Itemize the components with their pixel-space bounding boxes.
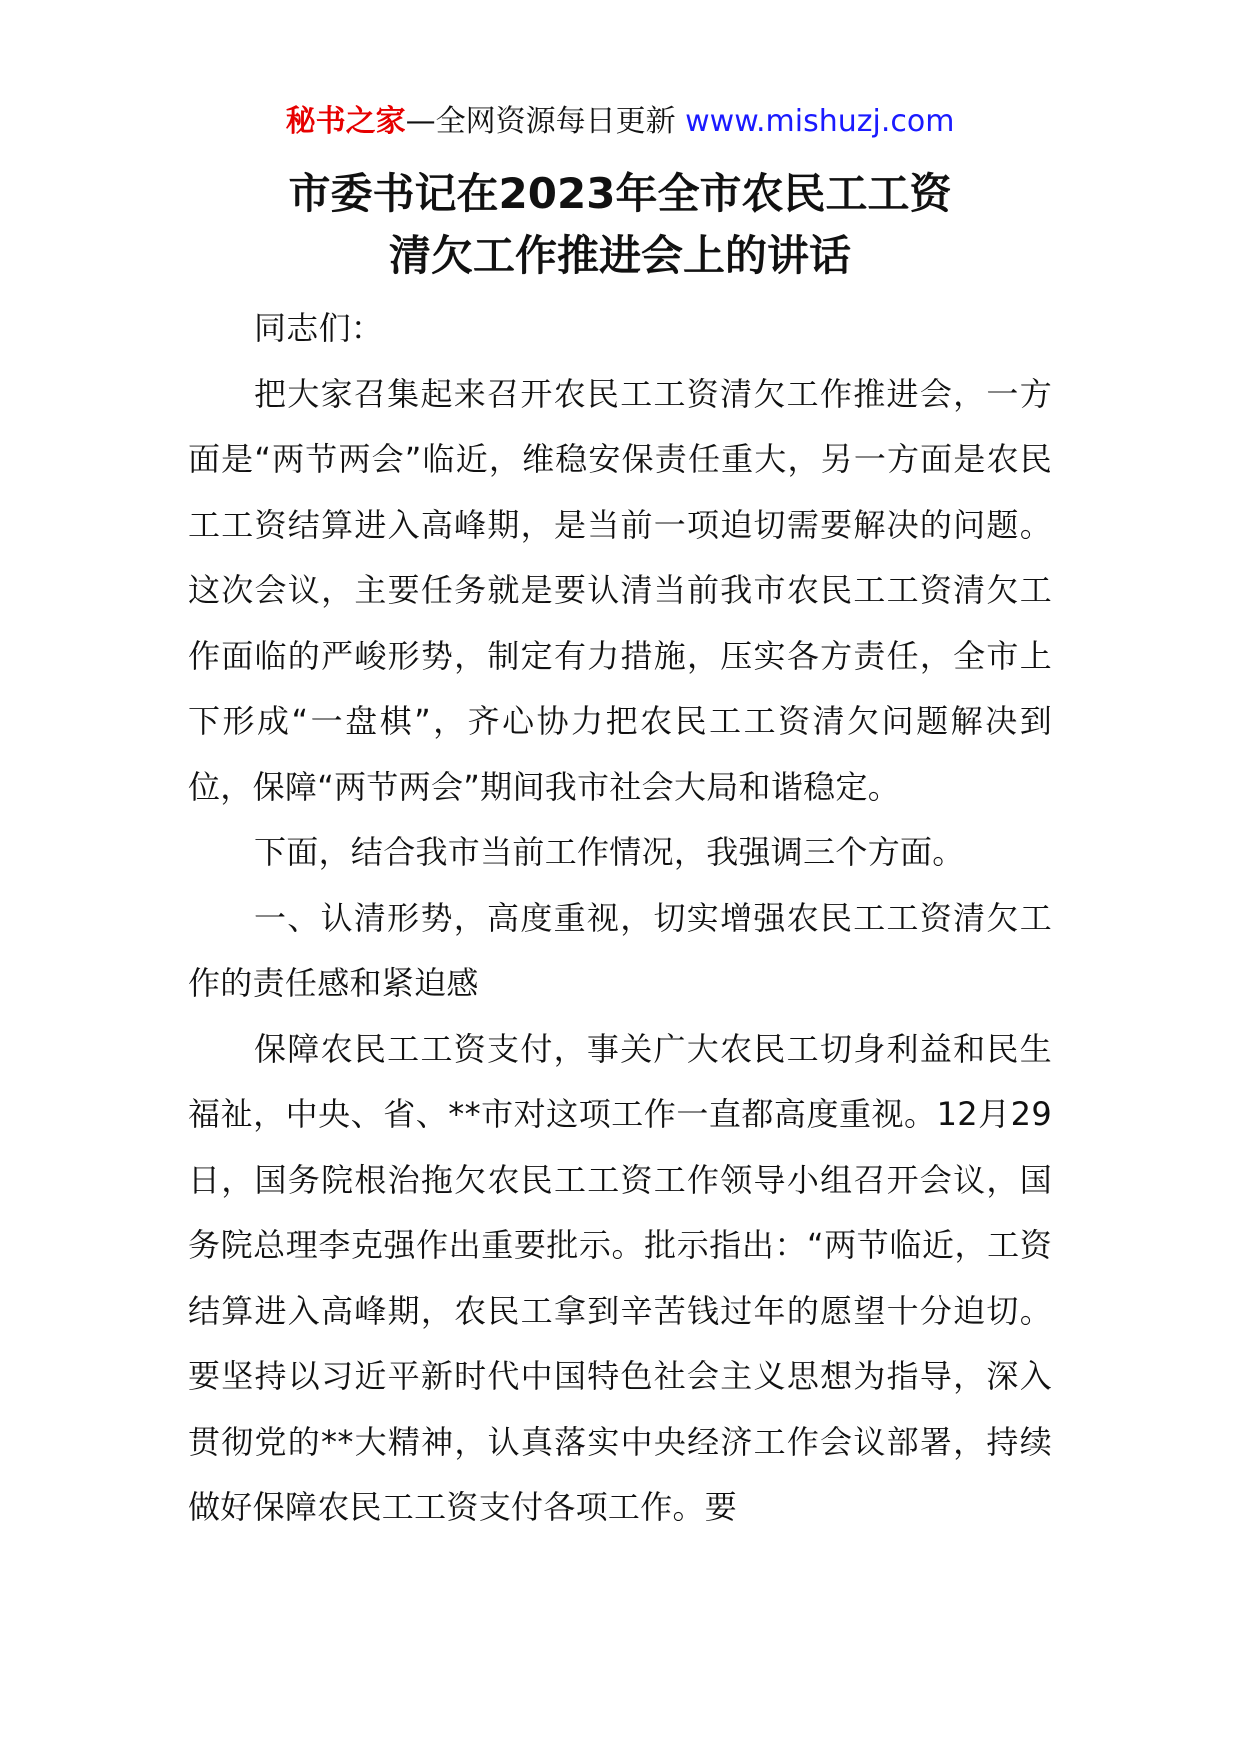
paragraph-intro: 把大家召集起来召开农民工工资清欠工作推进会，一方面是“两节两会”临近，维稳安保责任重大，另一方面是农民工工资结算进入高峰期，是当前一项迫切需要解决的问题。这次会议，主要任务就是要认清当前我市农民工工资清欠工作面临的严峻形势，制定有力措施，压实各方责任，全市上下形成“一盘棋”，齐心协力把农民工工资清欠问题解决到位，保障“两节两会”期间我市社会大局和谐稳定。 — [188, 374, 1052, 806]
salutation: 同志们： — [254, 309, 384, 347]
watermark-header — [0, 100, 1240, 144]
title-line-2: 清欠工作推进会上的讲话 — [388, 231, 851, 280]
section-heading-1: 一、认清形势，高度重视，切实增强农民工工资清欠工作的责任感和紧迫感 — [188, 898, 1052, 1002]
brand-name: 秘书之家 — [285, 104, 406, 139]
title-line-1: 市委书记在2023年全市农民工工资 — [288, 169, 952, 218]
document-body — [188, 296, 1052, 1541]
paragraph-outline: 下面，结合我市当前工作情况，我强调三个方面。 — [254, 833, 965, 871]
header-tagline: —全网资源每日更新 — [405, 104, 686, 139]
site-url-link[interactable]: www.mishuzj.com — [685, 104, 955, 139]
document-title — [0, 163, 1240, 287]
paragraph-section-1: 保障农民工工资支付，事关广大农民工切身利益和民生福祉，中央、省、**市对这项工作一直都高度重视。12月29日，国务院根治拖欠农民工工资工作领导小组召开会议，国务院总理李克强作出重要批示。批示指出：“两节临近，工资结算进入高峰期，农民工拿到辛苦钱过年的愿望十分迫切。要坚持以习近平新时代中国特色社会主义思想为指导，深入贯彻党的**大精神，认真落实中央经济工作会议部署，持续做好保障农民工工资支付各项工作。要 — [188, 1029, 1052, 1526]
